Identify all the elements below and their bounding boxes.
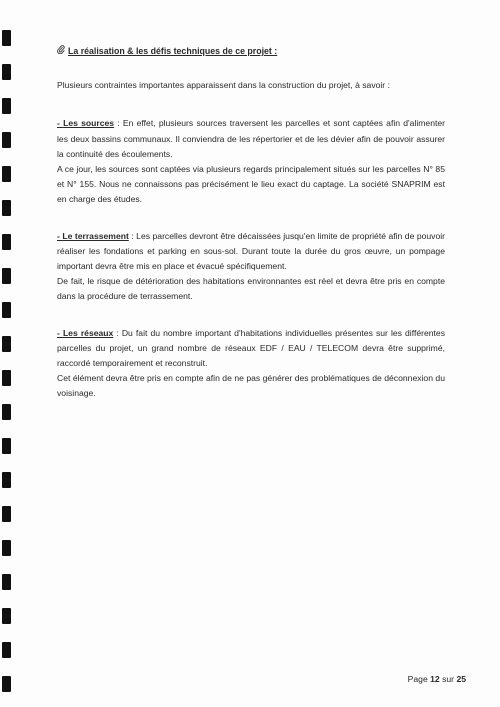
section-paragraph: De fait, le risque de détérioration des habitations environnantes est réel et devra être pris en compte dans la procédure de terrassement.	[57, 276, 445, 302]
section-prefix: -	[57, 327, 63, 338]
section-heading	[57, 44, 445, 59]
binding-mark	[2, 472, 11, 488]
page-footer	[408, 674, 466, 684]
intro-paragraph: Plusieurs contraintes importantes apparaissent dans la construction du projet, à savoir :	[57, 80, 390, 91]
section-paragraph: A ce jour, les sources sont captées via plusieurs regards principalement situés sur les parcelles N° 85 et N° 155. Nous ne connaissons pas précisément le lieu exact du captage. La société SNAPRIM est en charge des études.	[57, 164, 445, 205]
binding-mark	[2, 200, 11, 216]
section-terrassement	[57, 229, 445, 305]
section-body: : Du fait du nombre important d'habitations individuelles présentes sur les différentes parcelles du projet, un grand nombre de réseaux EDF / EAU / TELECOM devra être supprimé, raccordé temporairement et reconstruit.	[57, 327, 445, 369]
section-prefix: -	[57, 118, 64, 129]
binding-mark	[2, 302, 11, 318]
binding-mark	[2, 506, 11, 522]
page-label: Page	[407, 674, 428, 684]
binding-mark	[2, 540, 11, 556]
page-number: 12	[430, 674, 440, 684]
section-paragraph: Cet élément devra être pris en compte afin de ne pas générer des problématiques de déconnexion du voisinage.	[57, 373, 445, 399]
binding-mark	[2, 642, 11, 658]
binding-holes	[0, 0, 14, 707]
binding-mark	[2, 608, 11, 624]
binding-mark	[2, 30, 11, 46]
section-paragraph	[57, 116, 445, 162]
section-term: Les réseaux	[62, 327, 114, 338]
binding-mark	[2, 574, 11, 590]
document-body	[57, 44, 445, 423]
section-body: : Les parcelles devront être décaissées jusqu'en limite de propriété afin de pouvoir réaliser les fondations et parking en sous-sol. Durant toute la durée du gros œuvre, un pompage important devra être mis en place et évacué spécifiquement.	[57, 230, 446, 272]
binding-mark	[2, 268, 11, 284]
section-body: : En effet, plusieurs sources traversent les parcelles et sont captées afin d'alimenter les deux bassins communaux. Il conviendra de les répertorier et de les dévier afin de pouvoir assurer la continuité des écoulements.	[57, 118, 446, 159]
binding-mark	[2, 166, 11, 182]
section-heading-text: La réalisation & les défis techniques de ce projet :	[68, 46, 278, 56]
section-paragraph	[57, 229, 445, 275]
section-reseaux	[57, 326, 445, 402]
of-label: sur	[442, 674, 455, 684]
section-term: Les sources	[63, 118, 115, 129]
total-pages: 25	[456, 674, 466, 684]
binding-mark	[2, 132, 11, 148]
binding-mark	[2, 370, 11, 386]
binding-mark	[2, 336, 11, 352]
binding-mark	[2, 404, 11, 420]
paperclip-icon	[57, 44, 65, 59]
binding-mark	[2, 98, 11, 114]
section-sources	[57, 116, 445, 207]
binding-mark	[2, 676, 11, 692]
binding-mark	[2, 234, 11, 250]
section-term: Le terrassement	[62, 230, 129, 241]
binding-mark	[2, 64, 11, 80]
binding-mark	[2, 438, 11, 454]
section-prefix: -	[57, 230, 63, 241]
section-paragraph	[57, 326, 445, 372]
